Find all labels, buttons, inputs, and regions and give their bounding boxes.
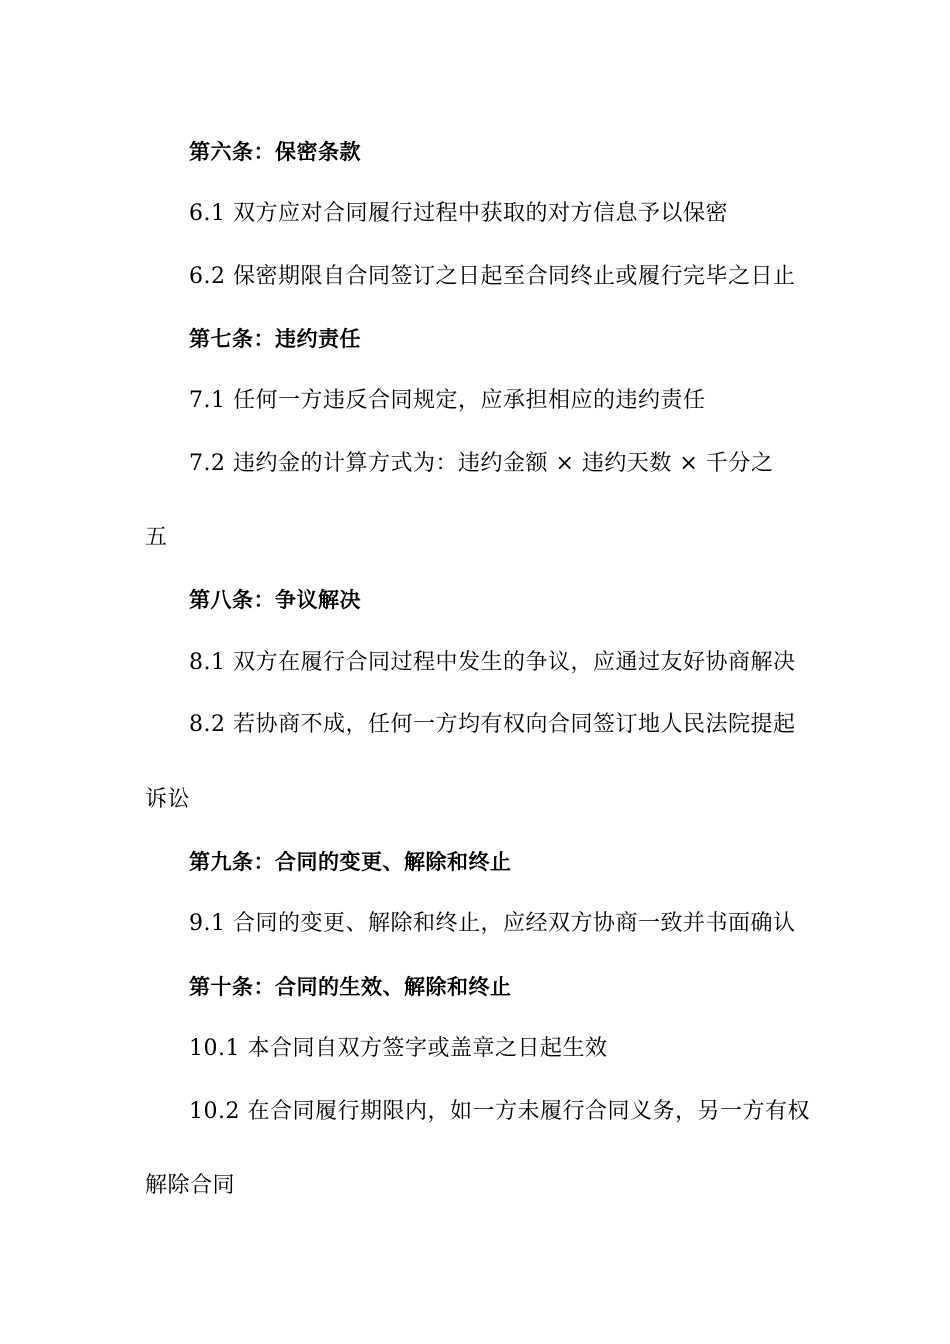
clause-8-2: 8.2 若协商不成，任何一方均有权向合同签订地人民法院提起 [189, 712, 796, 737]
clause-9-1: 9.1 合同的变更、解除和终止，应经双方协商一致并书面确认 [189, 911, 796, 936]
article-6-heading: 第六条：保密条款 [189, 140, 361, 164]
article-10-heading: 第十条：合同的生效、解除和终止 [189, 975, 512, 999]
clause-10-1: 10.1 本合同自双方签字或盖章之日起生效 [189, 1036, 608, 1061]
clause-8-2-continuation: 诉讼 [145, 787, 191, 812]
clause-7-1: 7.1 任何一方违反合同规定，应承担相应的违约责任 [189, 388, 706, 413]
clause-6-2: 6.2 保密期限自合同签订之日起至合同终止或履行完毕之日止 [189, 264, 796, 289]
article-7-heading: 第七条：违约责任 [189, 327, 361, 351]
clause-6-1: 6.1 双方应对合同履行过程中获取的对方信息予以保密 [189, 201, 728, 226]
article-9-heading: 第九条：合同的变更、解除和终止 [189, 850, 512, 874]
clause-7-2: 7.2 违约金的计算方式为：违约金额 × 违约天数 × 千分之 [189, 451, 774, 476]
clause-8-1: 8.1 双方在履行合同过程中发生的争议，应通过友好协商解决 [189, 650, 796, 675]
clause-7-2-continuation: 五 [145, 525, 168, 550]
clause-10-2: 10.2 在合同履行期限内，如一方未履行合同义务，另一方有权 [189, 1099, 810, 1124]
clause-10-2-continuation: 解除合同 [145, 1173, 236, 1198]
article-8-heading: 第八条：争议解决 [189, 588, 361, 612]
